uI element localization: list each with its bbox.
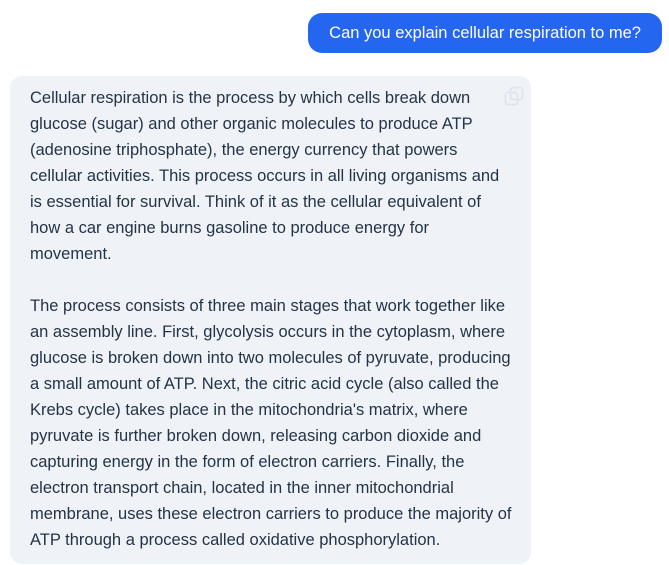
user-message-text: Can you explain cellular respiration to me?	[329, 24, 641, 42]
user-message-bubble	[308, 13, 662, 53]
assistant-message-bubble	[10, 76, 531, 564]
assistant-paragraph: Cellular respiration is the process by which cells break down glucose (sugar) and other organic molecules to produce ATP (adenosine triphosphate), the energy currency that powers cellular activities. This process occurs in all living organisms and is essential for survival. Think of it as the cellular equivalent of how a car engine burns gasoline to produce energy for movement.	[30, 89, 500, 263]
assistant-paragraph: The process consists of three main stages that work together like an assembly line. First, glycolysis occurs in the cytoplasm, where glucose is broken down into two molecules of pyruvate, producing a small amount of ATP. Next, the citric acid cycle (also called the Krebs cycle) takes place in the mitochondria's matrix, where pyruvate is further broken down, releasing carbon dioxide and capturing energy in the form of electron carriers. Finally, the electron transport chain, located in the inner mitochondrial membrane, uses these electron carriers to produce the majority of ATP through a process called oxidative phosphorylation.	[30, 297, 512, 549]
copy-icon	[502, 84, 526, 108]
copy-button[interactable]	[502, 84, 526, 108]
